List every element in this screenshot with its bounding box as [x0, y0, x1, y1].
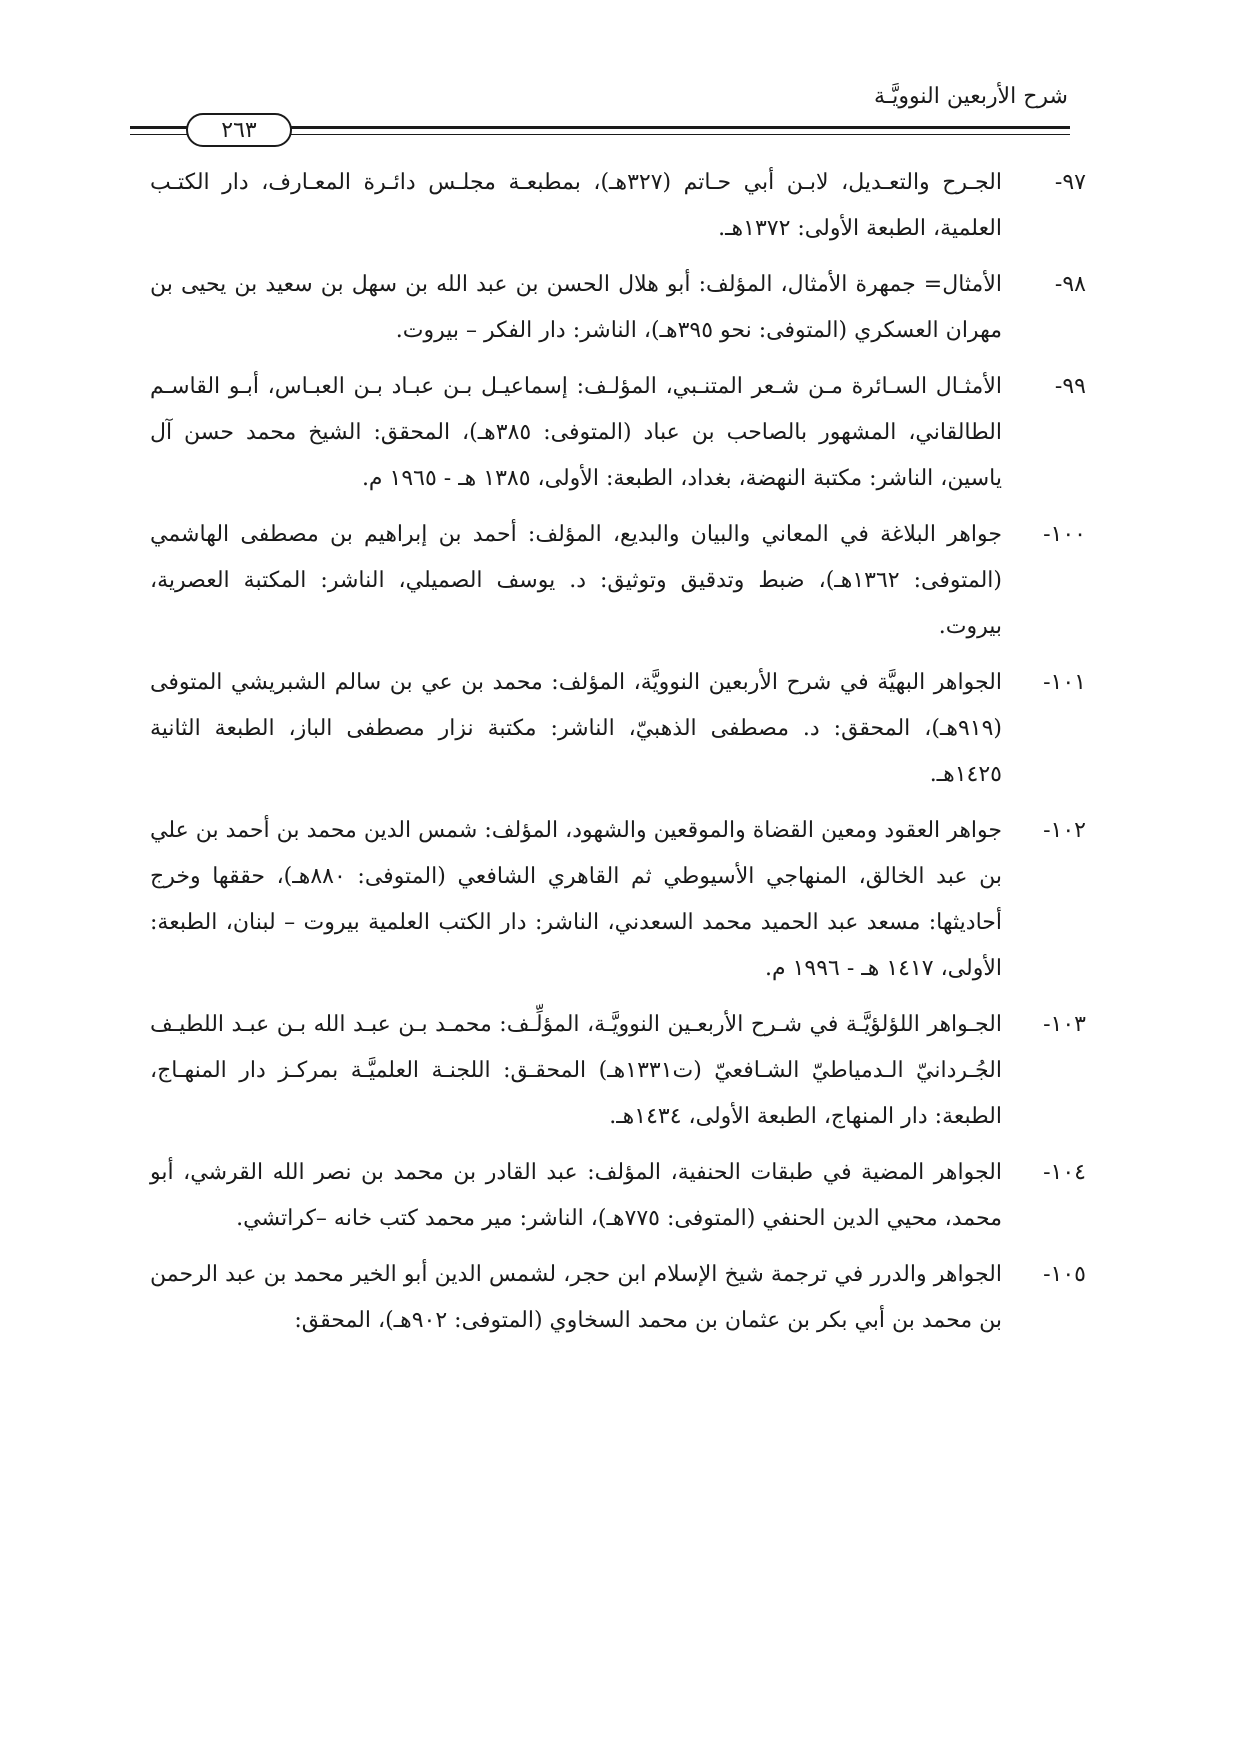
entry-text: الجواهر المضية في طبقات الحنفية، المؤلف: عبد القادر بن محمد بن نصر الله القرشي، أبو محمد، محيي الدين الحنفي (المتوفى: ٧٧٥هـ)، الناشر: مير محمد كتب خانه –كراتشي. — [150, 1160, 1002, 1231]
list-item — [150, 1150, 1086, 1242]
entry-number: ٩٧- — [1054, 170, 1086, 195]
list-item — [150, 1252, 1086, 1344]
list-item — [150, 660, 1086, 798]
entry-text: الأمثـال السـائرة مـن شـعر المتنـبي، المؤلـف: إسماعيـل بـن عبـاد بـن العبـاس، أبـو القاسـم الطالقاني، المشهور بالصاحب بن عباد (المتوفى: ٣٨٥هـ)، المحقق: الشيخ محمد حسن آل ياسين، الناشر: مكتبة النهضة، بغداد، الطبعة: الأولى، ١٣٨٥ هـ - ١٩٦٥ م. — [150, 374, 1002, 491]
entry-number: ١٠٠- — [1043, 522, 1086, 547]
list-item — [150, 512, 1086, 650]
entry-number: ١٠٣- — [1043, 1012, 1086, 1037]
entry-number: ٩٩- — [1054, 374, 1086, 399]
entry-number: ١٠٤- — [1043, 1160, 1086, 1185]
page-number-badge: ٢٦٣ — [186, 113, 292, 147]
entry-text: جواهر البلاغة في المعاني والبيان والبديع، المؤلف: أحمد بن إبراهيم بن مصطفى الهاشمي (المتوفى: ١٣٦٢هـ)، ضبط وتدقيق وتوثيق: د. يوسف الصميلي، الناشر: المكتبة العصرية، بيروت. — [150, 522, 1002, 639]
list-item — [150, 808, 1086, 992]
entry-text: الجـرح والتعـديل، لابـن أبي حـاتم (٣٢٧هـ)، بمطبعـة مجلـس دائـرة المعـارف، دار الكتـب العلمية، الطبعة الأولى: ١٣٧٢هـ. — [150, 170, 1002, 241]
entry-text: الأمثال= جمهرة الأمثال، المؤلف: أبو هلال الحسن بن عبد الله بن سهل بن سعيد بن يحيى بن مهران العسكري (المتوفى: نحو ٣٩٥هـ)، الناشر: دار الفكر – بيروت. — [150, 272, 1002, 343]
list-item — [150, 160, 1086, 252]
entry-number: ١٠٥- — [1043, 1262, 1086, 1287]
running-title: شرح الأربعين النوويَّـة — [874, 84, 1068, 109]
entry-number: ٩٨- — [1054, 272, 1086, 297]
entry-number: ١٠٢- — [1043, 818, 1086, 843]
entry-text: الجواهر والدرر في ترجمة شيخ الإسلام ابن حجر، لشمس الدين أبو الخير محمد بن عبد الرحمن بن محمد بن أبي بكر بن عثمان بن محمد السخاوي (المتوفى: ٩٠٢هـ)، المحقق: — [150, 1262, 1002, 1333]
entry-text: الجـواهر اللؤلؤيَّـة في شـرح الأربعـين النوويَّـة، المؤلِّـف: محمـد بـن عبـد الله بـن عبـد اللطيـف الجُـردانيّ الـدمياطيّ الشـافعيّ (ت١٣٣١هـ) المحقـق: اللجنـة العلميَّـة بمركـز دار المنهـاج، الطبعة: دار المنهاج، الطبعة الأولى، ١٤٣٤هـ. — [150, 1012, 1002, 1129]
entry-text: جواهر العقود ومعين القضاة والموقعين والشهود، المؤلف: شمس الدين محمد بن أحمد بن علي بن عبد الخالق، المنهاجي الأسيوطي ثم القاهري الشافعي (المتوفى: ٨٨٠هـ)، حققها وخرج أحاديثها: مسعد عبد الحميد محمد السعدني، الناشر: دار الكتب العلمية بيروت – لبنان، الطبعة: الأولى، ١٤١٧ هـ - ١٩٩٦ م. — [150, 818, 1002, 981]
list-item — [150, 1002, 1086, 1140]
list-item — [150, 262, 1086, 354]
bibliography-list — [150, 160, 1086, 1354]
entry-number: ١٠١- — [1043, 670, 1086, 695]
entry-text: الجواهر البهيَّة في شرح الأربعين النوويَّة، المؤلف: محمد بن عي بن سالم الشبريشي المتوفى (٩١٩هـ)، المحقق: د. مصطفى الذهبيّ، الناشر: مكتبة نزار مصطفى الباز، الطبعة الثانية ١٤٢٥هـ. — [150, 670, 1002, 787]
list-item — [150, 364, 1086, 502]
